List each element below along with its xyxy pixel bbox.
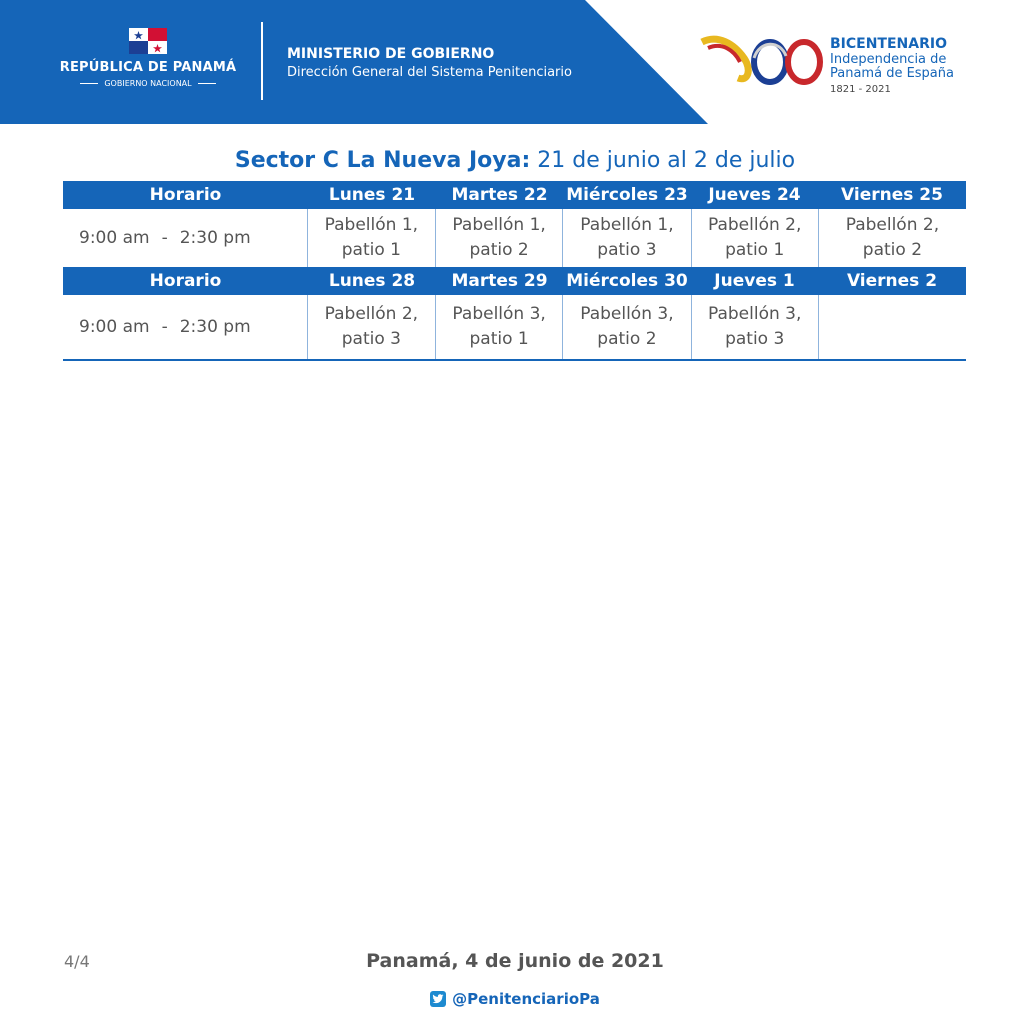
- cell-line: patio 2: [469, 240, 529, 260]
- page-number: 4/4: [64, 952, 90, 971]
- cell-line: Pabellón 3,: [580, 304, 674, 324]
- cell-line: Pabellón 3,: [707, 304, 802, 324]
- column-header: Viernes 25: [841, 185, 943, 205]
- header-banner: [0, 0, 1030, 124]
- table-header-row: [63, 181, 966, 209]
- table-cell: [307, 295, 435, 359]
- schedule-title-dates: 21 de junio al 2 de julio: [530, 148, 796, 173]
- bicentenario-logo: [700, 28, 1000, 98]
- time-start: 9:00 am: [79, 227, 150, 248]
- bicentenario-title: BICENTENARIO: [830, 36, 947, 52]
- column-header: Jueves 1: [714, 271, 795, 291]
- department-name: Dirección General del Sistema Penitenciario: [287, 65, 572, 80]
- time-separator: -: [161, 227, 168, 248]
- header-divider: [261, 22, 263, 100]
- divider: [198, 83, 216, 84]
- column-header: Horario: [149, 271, 222, 291]
- panama-flag-icon: [129, 28, 167, 54]
- cell-line: patio 3: [725, 329, 785, 349]
- twitter-handle-link[interactable]: [0, 990, 1030, 1008]
- cell-line: patio 2: [597, 329, 657, 349]
- column-header: Horario: [149, 185, 222, 205]
- table-cell: [307, 209, 435, 267]
- table-cell-empty: [818, 295, 966, 359]
- schedule-table: [63, 181, 966, 361]
- column-header: Miércoles 23: [566, 185, 688, 205]
- time-cell: [63, 295, 307, 359]
- cell-line: patio 3: [597, 240, 657, 260]
- time-start: 9:00 am: [79, 316, 150, 337]
- twitter-icon: [430, 991, 446, 1007]
- cell-line: Pabellón 2,: [324, 304, 419, 324]
- column-header: Viernes 2: [846, 271, 938, 291]
- bicentenario-ribbon-icon: [700, 28, 828, 98]
- twitter-bird-icon: [432, 993, 444, 1005]
- cell-line: Pabellón 1,: [324, 215, 419, 235]
- cell-line: patio 1: [725, 240, 785, 260]
- time-end: 2:30 pm: [179, 316, 251, 337]
- table-header-row: [63, 267, 966, 295]
- cell-line: patio 1: [469, 329, 529, 349]
- table-row: [63, 295, 966, 361]
- cell-line: patio 2: [862, 240, 923, 260]
- column-header: Martes 29: [451, 271, 548, 291]
- cell-line: Pabellón 1,: [452, 215, 546, 235]
- table-cell: [818, 209, 966, 267]
- cell-line: patio 3: [341, 329, 401, 349]
- cell-line: Pabellón 3,: [452, 304, 546, 324]
- cell-line: patio 1: [341, 240, 401, 260]
- government-logo: [48, 28, 248, 88]
- government-subtitle-text: GOBIERNO NACIONAL: [104, 79, 192, 88]
- cell-line: Pabellón 2,: [707, 215, 802, 235]
- column-header: Martes 22: [451, 185, 548, 205]
- publication-date: Panamá, 4 de junio de 2021: [366, 950, 664, 972]
- cell-line: Pabellón 2,: [845, 215, 940, 235]
- divider: [80, 83, 98, 84]
- bicentenario-line-2: Panamá de España: [830, 66, 954, 81]
- table-row: [63, 209, 966, 267]
- column-header: Lunes 21: [328, 185, 416, 205]
- bicentenario-line-1: Independencia de: [830, 52, 947, 67]
- ministry-block: [287, 46, 572, 80]
- schedule-title-bold: Sector C La Nueva Joya:: [234, 148, 531, 173]
- twitter-handle: @PenitenciarioPa: [452, 990, 600, 1008]
- column-header: Miércoles 30: [566, 271, 688, 291]
- schedule-title: [0, 148, 1030, 173]
- bicentenario-years: 1821 - 2021: [830, 84, 891, 95]
- table-cell: [435, 209, 562, 267]
- table-cell: [691, 295, 818, 359]
- government-name: REPÚBLICA DE PANAMÁ: [59, 60, 237, 75]
- time-end: 2:30 pm: [179, 227, 251, 248]
- table-cell: [435, 295, 562, 359]
- time-separator: -: [161, 316, 168, 337]
- government-subtitle: [48, 79, 248, 88]
- column-header: Jueves 24: [708, 185, 801, 205]
- time-cell: [63, 209, 307, 267]
- column-header: Lunes 28: [328, 271, 416, 291]
- table-cell: [562, 209, 690, 267]
- cell-line: Pabellón 1,: [580, 215, 674, 235]
- table-cell: [691, 209, 818, 267]
- table-cell: [562, 295, 690, 359]
- ministry-name: MINISTERIO DE GOBIERNO: [287, 46, 495, 62]
